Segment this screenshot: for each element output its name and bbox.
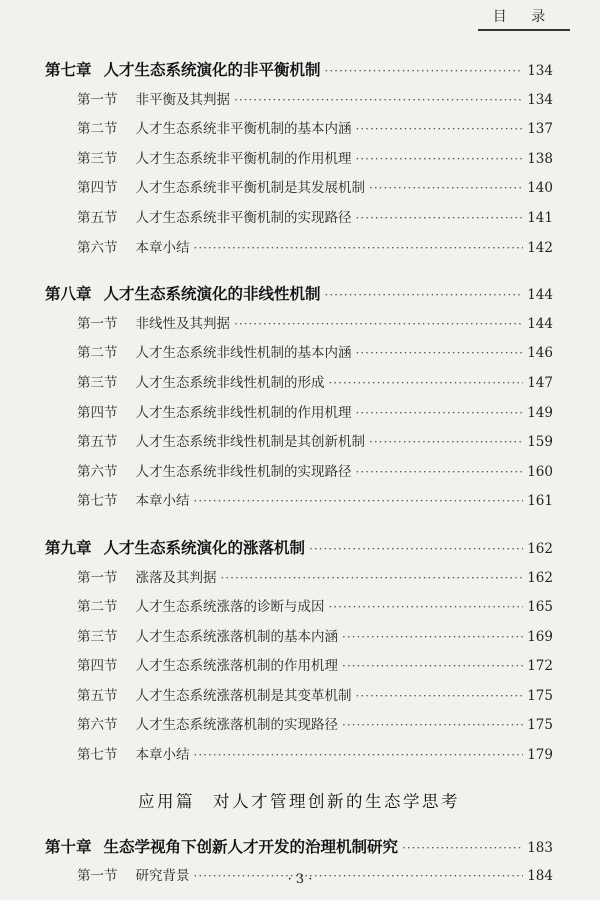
toc-section[interactable] — [45, 86, 553, 116]
leader-dots — [194, 234, 524, 264]
section-title: 人才生态系统非平衡机制的基本内涵 — [135, 121, 352, 138]
leader-dots — [369, 174, 523, 204]
section-title: 人才生态系统非线性机制是其创新机制 — [135, 434, 365, 451]
section-label: 第七节 — [77, 747, 118, 764]
leader-dots — [356, 399, 524, 429]
leader-dots — [194, 741, 524, 771]
section-title: 涨落及其判据 — [135, 569, 217, 586]
toc-section[interactable] — [45, 369, 553, 399]
section-label: 第四节 — [77, 658, 118, 675]
toc-section[interactable] — [45, 711, 553, 741]
section-title: 人才生态系统涨落机制的作用机理 — [135, 658, 338, 675]
page-number: 159 — [527, 434, 553, 451]
section-title: 人才生态系统非线性机制的基本内涵 — [135, 345, 352, 362]
page-number: 183 — [527, 839, 553, 856]
page-number: 160 — [527, 463, 553, 480]
section-title: 人才生态系统涨落机制是其变革机制 — [135, 687, 352, 704]
running-header-toc: 目 录 — [478, 6, 570, 31]
section-label: 第一节 — [77, 315, 118, 332]
toc-chapter-8[interactable] — [45, 280, 553, 310]
leader-dots — [356, 458, 524, 488]
leader-dots — [356, 682, 524, 712]
page-number: 165 — [527, 599, 553, 616]
section-label: 第二节 — [77, 345, 118, 362]
toc-section[interactable] — [45, 399, 553, 429]
chapter-label: 第八章 — [45, 285, 92, 304]
section-title: 研究背景 — [135, 868, 190, 885]
chapter-label: 第九章 — [45, 538, 92, 557]
toc-section[interactable] — [45, 339, 553, 369]
section-title: 人才生态系统非平衡机制的作用机理 — [135, 150, 352, 167]
toc-section[interactable] — [45, 115, 553, 145]
section-label: 第二节 — [77, 121, 118, 138]
toc-section[interactable] — [45, 623, 553, 653]
page-number: 175 — [527, 687, 553, 704]
leader-dots — [342, 711, 523, 741]
section-title: 人才生态系统涨落机制的实现路径 — [135, 717, 338, 734]
toc-section[interactable] — [45, 682, 553, 712]
page-number: 134 — [527, 91, 553, 108]
section-label: 第五节 — [77, 687, 118, 704]
toc-section[interactable] — [45, 310, 553, 340]
section-title: 人才生态系统非线性机制的作用机理 — [135, 404, 352, 421]
leader-dots — [194, 487, 524, 517]
toc-section[interactable] — [45, 741, 553, 771]
page-number: 147 — [527, 374, 553, 391]
section-label: 第五节 — [77, 209, 118, 226]
section-title: 本章小结 — [135, 239, 190, 256]
page-number: 134 — [527, 63, 553, 79]
section-title: 人才生态系统非线性机制的形成 — [135, 374, 325, 391]
page-number: 141 — [527, 209, 553, 226]
toc-chapter-7[interactable] — [45, 56, 553, 86]
section-title: 非线性及其判据 — [135, 315, 230, 332]
leader-dots — [309, 535, 523, 565]
page-number: 144 — [527, 315, 553, 332]
section-label: 第七节 — [77, 493, 118, 510]
leader-dots — [369, 428, 523, 458]
toc-section[interactable] — [45, 652, 553, 682]
toc-chapter-9[interactable] — [45, 534, 553, 564]
chapter-label: 第七章 — [45, 61, 92, 79]
chapter-title: 生态学视角下创新人才开发的治理机制研究 — [103, 837, 399, 856]
chapter-spacer — [45, 517, 553, 534]
section-title: 人才生态系统非平衡机制的实现路径 — [135, 209, 352, 226]
leader-dots — [325, 281, 524, 311]
leader-dots — [342, 652, 523, 682]
page-number: 137 — [527, 121, 553, 138]
leader-dots — [234, 310, 523, 340]
page-number: 146 — [527, 345, 553, 362]
toc-section[interactable] — [45, 564, 553, 594]
page-number: 138 — [527, 150, 553, 167]
page-number: 161 — [527, 493, 553, 510]
page-number: 149 — [527, 404, 553, 421]
chapter-title: 人才生态系统演化的涨落机制 — [103, 538, 306, 557]
section-label: 第一节 — [77, 569, 118, 586]
part-name: 应用篇 — [138, 791, 195, 811]
section-title: 非平衡及其判据 — [135, 91, 230, 108]
section-label: 第三节 — [77, 374, 118, 391]
page-number: 162 — [527, 540, 553, 557]
page-number: 144 — [527, 287, 553, 304]
page-number: 179 — [527, 747, 553, 764]
leader-dots — [329, 593, 524, 623]
toc-section[interactable] — [45, 428, 553, 458]
leader-dots — [342, 623, 523, 653]
page-number: 184 — [527, 868, 553, 885]
toc-section[interactable] — [45, 145, 553, 175]
section-label: 第一节 — [77, 91, 118, 108]
section-title: 本章小结 — [135, 493, 190, 510]
leader-dots — [325, 57, 524, 87]
page-footer-number: · 3 · — [287, 872, 313, 887]
page-number: 140 — [527, 180, 553, 197]
leader-dots — [356, 339, 524, 369]
section-label: 第一节 — [77, 868, 118, 885]
section-label: 第六节 — [77, 463, 118, 480]
leader-dots — [356, 145, 524, 175]
toc-section[interactable] — [45, 593, 553, 623]
toc-section[interactable] — [45, 487, 553, 517]
toc-section[interactable] — [45, 458, 553, 488]
toc-chapter-10[interactable] — [45, 833, 553, 863]
page-number: 169 — [527, 628, 553, 645]
leader-dots — [234, 86, 523, 116]
section-title: 人才生态系统涨落的诊断与成因 — [135, 599, 325, 616]
table-of-contents — [45, 56, 553, 892]
leader-dots — [402, 834, 523, 864]
part-title: 对人才管理创新的生态学思考 — [213, 791, 460, 811]
section-title: 人才生态系统非线性机制的实现路径 — [135, 463, 352, 480]
chapter-title: 人才生态系统演化的非平衡机制 — [103, 61, 321, 79]
page-number: 162 — [527, 569, 553, 586]
section-label: 第四节 — [77, 180, 118, 197]
section-title: 本章小结 — [135, 747, 190, 764]
section-title: 人才生态系统涨落机制的基本内涵 — [135, 628, 338, 645]
page-number: 175 — [527, 717, 553, 734]
part-heading — [45, 771, 553, 833]
leader-dots — [356, 204, 524, 234]
leader-dots — [329, 369, 524, 399]
section-label: 第四节 — [77, 404, 118, 421]
chapter-label: 第十章 — [45, 837, 92, 856]
toc-section[interactable] — [45, 204, 553, 234]
section-label: 第三节 — [77, 628, 118, 645]
page-number: 142 — [527, 239, 553, 256]
toc-section[interactable] — [45, 174, 553, 204]
leader-dots — [356, 115, 524, 145]
chapter-spacer — [45, 263, 553, 280]
section-label: 第五节 — [77, 434, 118, 451]
section-label: 第二节 — [77, 599, 118, 616]
toc-section[interactable] — [45, 234, 553, 264]
section-label: 第六节 — [77, 717, 118, 734]
section-label: 第三节 — [77, 150, 118, 167]
leader-dots — [221, 564, 524, 594]
section-title: 人才生态系统非平衡机制是其发展机制 — [135, 180, 365, 197]
page-number: 172 — [527, 658, 553, 675]
section-label: 第六节 — [77, 239, 118, 256]
chapter-title: 人才生态系统演化的非线性机制 — [103, 285, 321, 304]
